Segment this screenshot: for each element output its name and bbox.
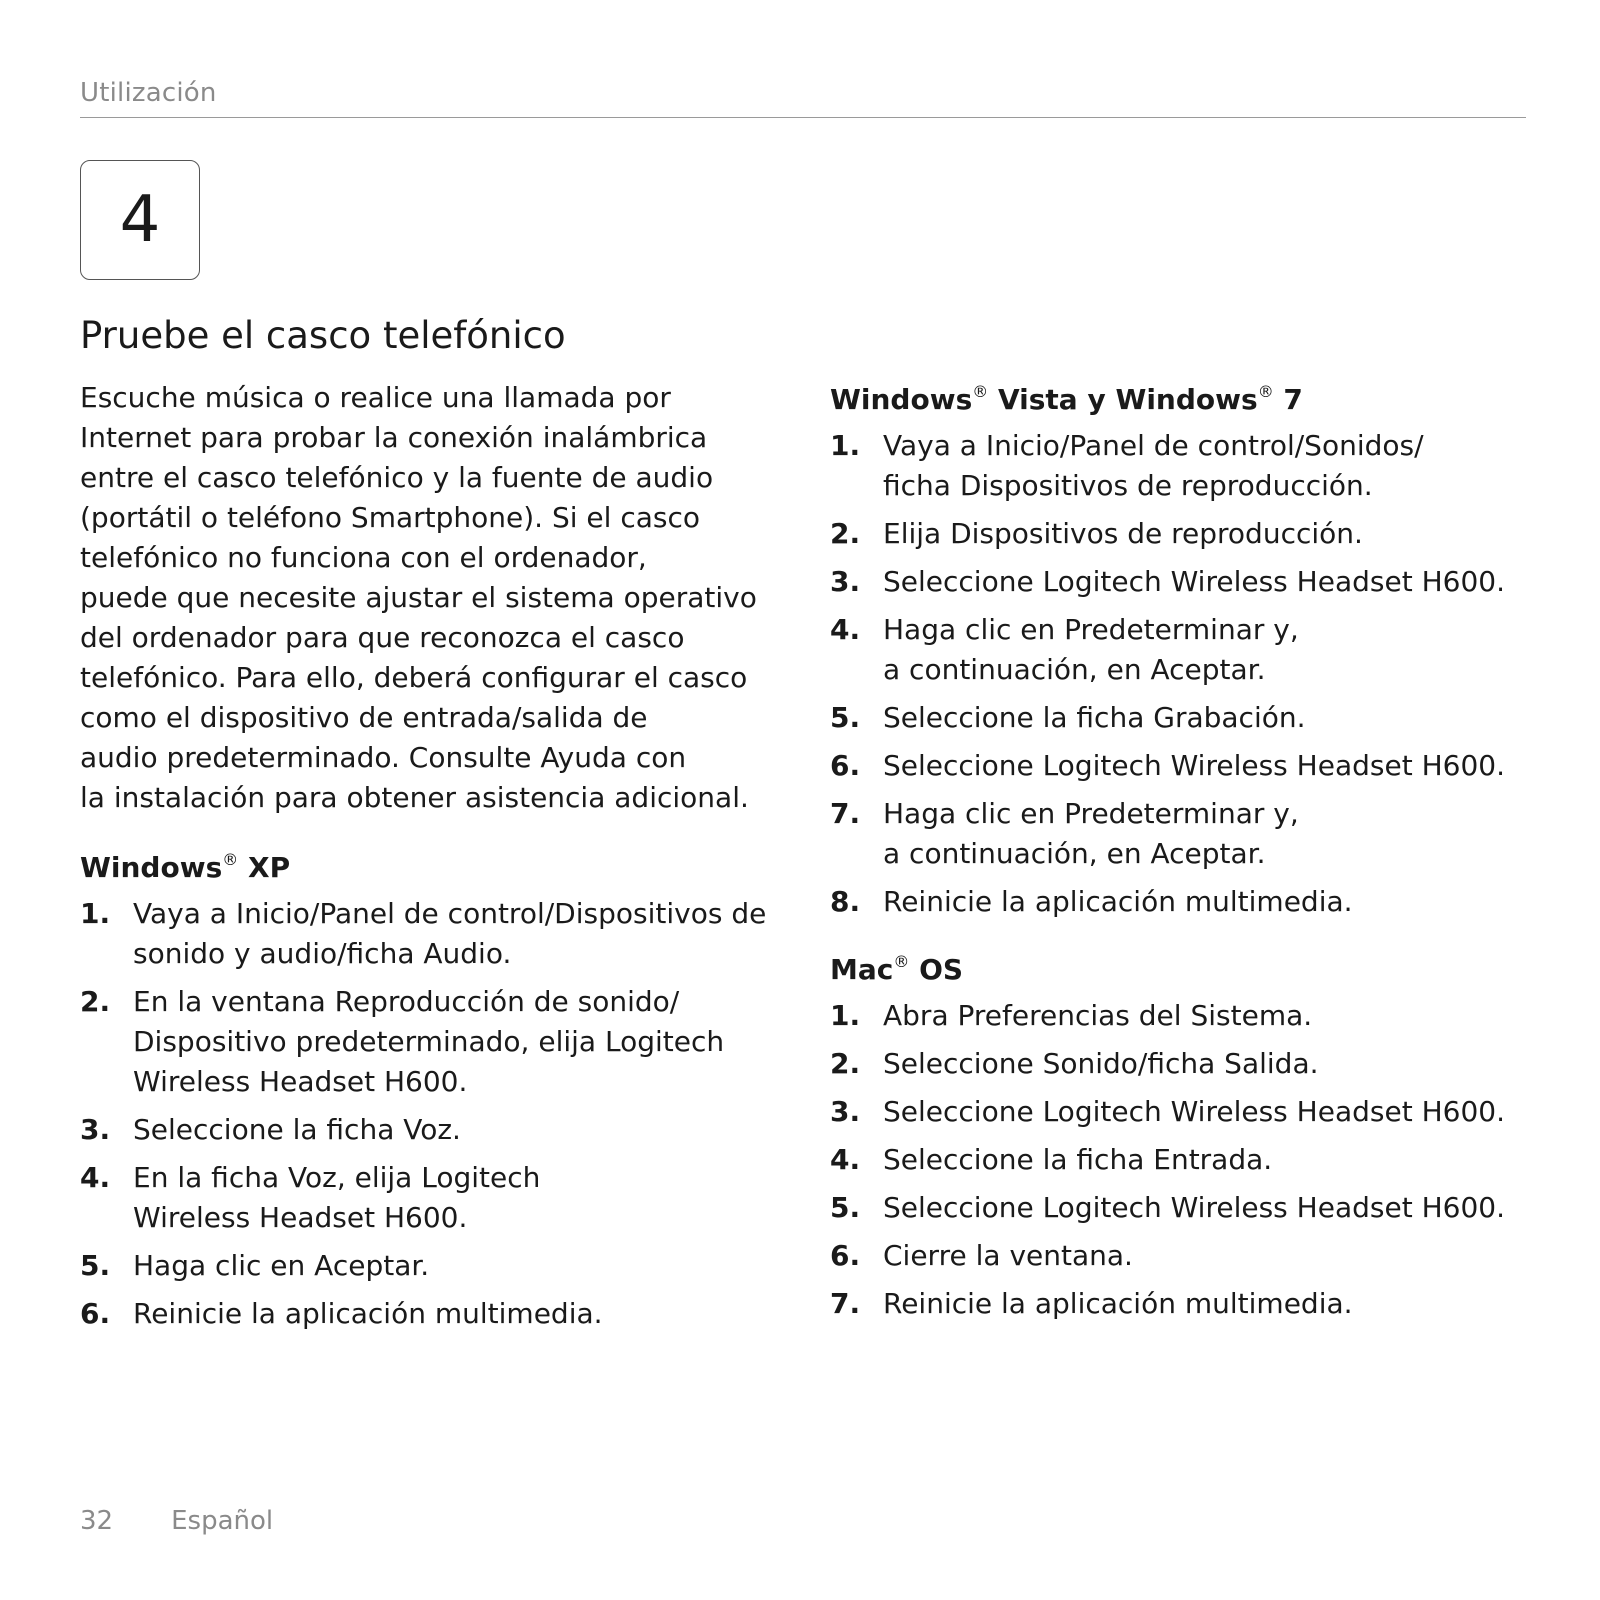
step-index: 7. <box>830 1287 861 1320</box>
list-item <box>830 426 1530 506</box>
list-item <box>830 794 1530 874</box>
step-text: En la ventana Reproducción de sonido/ Dispositivo predeterminado, elija Logitech Wireless Headset H600. <box>133 985 725 1098</box>
step-index: 5. <box>830 1191 861 1224</box>
list-item <box>830 996 1530 1036</box>
list-item <box>830 1236 1530 1276</box>
list-item <box>80 1246 780 1286</box>
step-index: 1. <box>80 897 111 930</box>
page-footer <box>80 1506 273 1536</box>
step-index: 6. <box>830 1239 861 1272</box>
step-text: Vaya a Inicio/Panel de control/Sonidos/ ficha Dispositivos de reproducción. <box>883 429 1424 502</box>
step-number-box: 4 <box>80 160 200 280</box>
step-text: Seleccione la ficha Voz. <box>133 1113 461 1146</box>
list-item <box>830 882 1530 922</box>
list-item <box>830 610 1530 690</box>
registered-mark: ® <box>893 952 910 971</box>
step-text: Abra Preferencias del Sistema. <box>883 999 1313 1032</box>
registered-mark: ® <box>222 850 239 869</box>
step-index: 1. <box>830 999 861 1032</box>
step-text: Seleccione Logitech Wireless Headset H600. <box>883 1095 1505 1128</box>
step-text: En la ficha Voz, elija Logitech Wireless Headset H600. <box>133 1161 541 1234</box>
list-item <box>80 894 780 974</box>
step-index: 4. <box>830 613 861 646</box>
step-index: 6. <box>80 1297 111 1330</box>
list-item <box>80 1294 780 1334</box>
step-text: Reinicie la aplicación multimedia. <box>883 1287 1353 1320</box>
step-index: 1. <box>830 429 861 462</box>
list-item <box>830 698 1530 738</box>
step-text: Seleccione Sonido/ficha Salida. <box>883 1047 1319 1080</box>
step-index: 2. <box>80 985 111 1018</box>
step-index: 3. <box>830 565 861 598</box>
step-index: 7. <box>830 797 861 830</box>
running-header: Utilización <box>80 78 217 108</box>
list-item <box>830 1092 1530 1132</box>
step-index: 2. <box>830 1047 861 1080</box>
left-column <box>80 378 780 1354</box>
list-item <box>830 1188 1530 1228</box>
step-text: Vaya a Inicio/Panel de control/Dispositivos de sonido y audio/ficha Audio. <box>133 897 767 970</box>
step-text: Seleccione la ficha Entrada. <box>883 1143 1273 1176</box>
list-item <box>830 746 1530 786</box>
step-index: 3. <box>830 1095 861 1128</box>
section-heading-windows-xp: Windows® XP <box>80 850 291 884</box>
step-text: Reinicie la aplicación multimedia. <box>883 885 1353 918</box>
list-item <box>830 562 1530 602</box>
step-index: 5. <box>80 1249 111 1282</box>
step-text: Reinicie la aplicación multimedia. <box>133 1297 603 1330</box>
step-text: Seleccione Logitech Wireless Headset H600. <box>883 565 1505 598</box>
header-rule <box>80 117 1526 118</box>
step-index: 4. <box>80 1161 111 1194</box>
step-text: Haga clic en Aceptar. <box>133 1249 430 1282</box>
step-text: Seleccione la ficha Grabación. <box>883 701 1306 734</box>
footer-language: Español <box>171 1506 274 1536</box>
steps-list-windows-xp <box>80 894 780 1334</box>
steps-list-mac-os <box>830 996 1530 1324</box>
list-item <box>830 1140 1530 1180</box>
step-text: Haga clic en Predeterminar y, a continuación, en Aceptar. <box>883 797 1299 870</box>
right-column <box>830 372 1530 1344</box>
step-index: 5. <box>830 701 861 734</box>
list-item <box>80 1158 780 1238</box>
step-text: Haga clic en Predeterminar y, a continuación, en Aceptar. <box>883 613 1299 686</box>
step-text: Seleccione Logitech Wireless Headset H600. <box>883 749 1505 782</box>
step-index: 4. <box>830 1143 861 1176</box>
list-item <box>80 1110 780 1150</box>
section-heading-mac-os: Mac® OS <box>830 952 964 986</box>
registered-mark: ® <box>972 382 989 401</box>
section-heading-windows-vista-7: Windows® Vista y Windows® 7 <box>830 382 1303 416</box>
page-number: 32 <box>80 1506 114 1536</box>
step-index: 6. <box>830 749 861 782</box>
step-index: 3. <box>80 1113 111 1146</box>
list-item <box>830 514 1530 554</box>
steps-list-windows-vista-7 <box>830 426 1530 922</box>
step-index: 2. <box>830 517 861 550</box>
step-text: Cierre la ventana. <box>883 1239 1133 1272</box>
list-item <box>830 1044 1530 1084</box>
registered-mark: ® <box>1257 382 1274 401</box>
intro-paragraph: Escuche música o realice una llamada por Internet para probar la conexión inalámbrica entre el casco telefónico y la fuente de audio (portátil o teléfono Smartphone). Si el casco telefónico no funciona con el ordenador, puede que necesite ajustar el sistema operativo del ordenador para que reconozca el casco telefónico. Para ello, deberá configurar el casco como el dispositivo de entrada/salida de audio predeterminado. Consulte Ayuda con la instalación para obtener asistencia adicional. <box>80 381 757 814</box>
page-title: Pruebe el casco telefónico <box>80 314 566 357</box>
step-text: Seleccione Logitech Wireless Headset H600. <box>883 1191 1505 1224</box>
step-text: Elija Dispositivos de reproducción. <box>883 517 1363 550</box>
list-item <box>830 1284 1530 1324</box>
list-item <box>80 982 780 1102</box>
step-index: 8. <box>830 885 861 918</box>
